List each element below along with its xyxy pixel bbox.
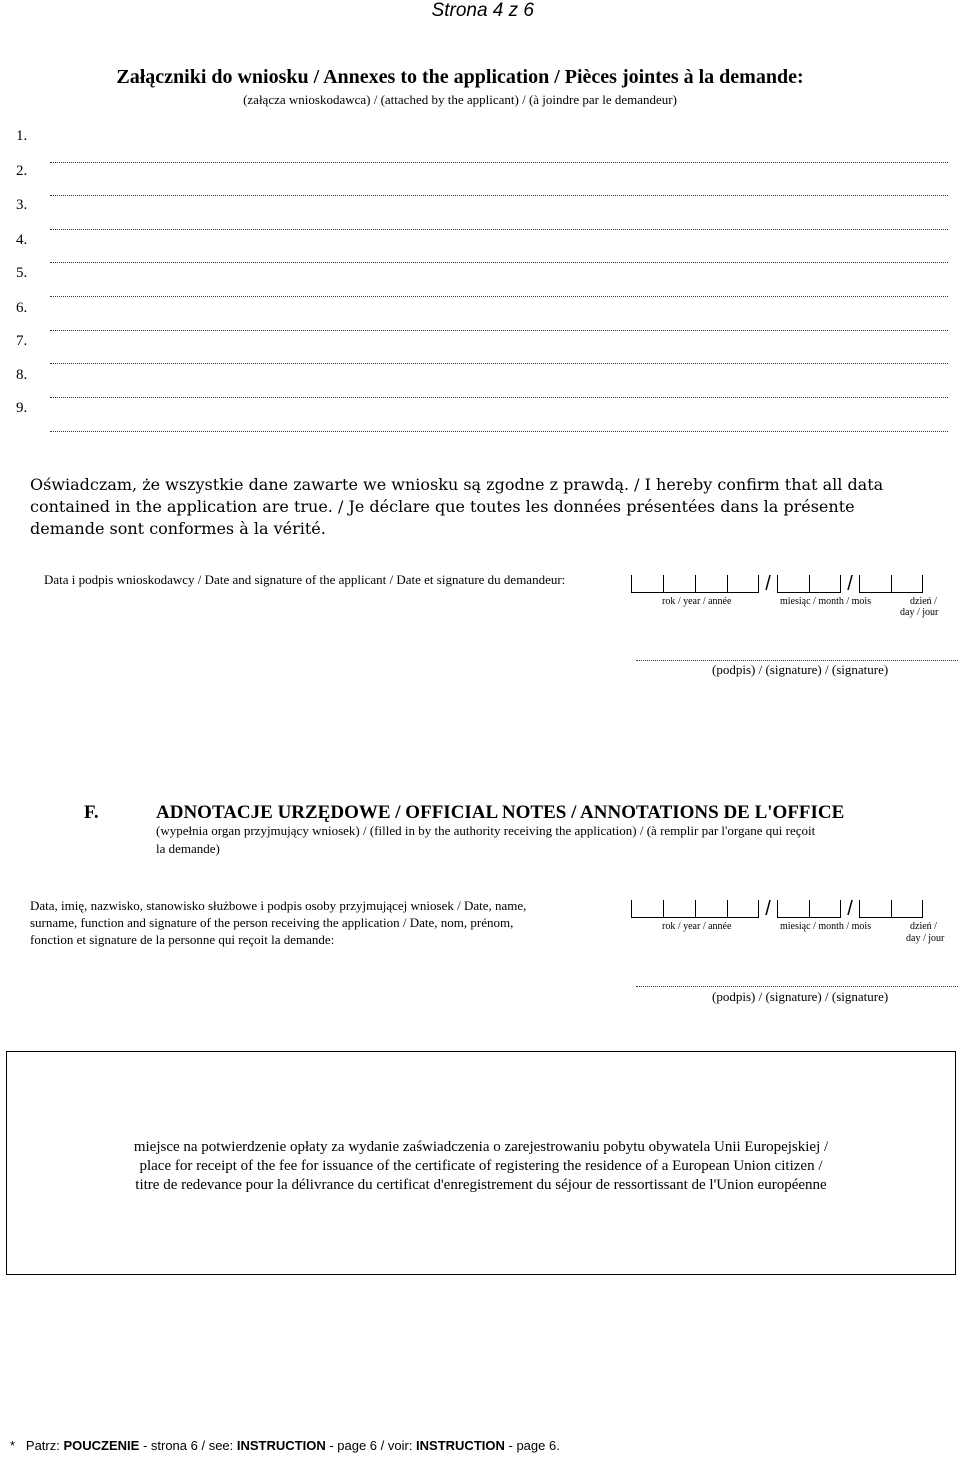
date-digit-box[interactable] (695, 575, 727, 593)
footnote-text: Patrz: (25, 1438, 64, 1453)
day-label: day / jour (906, 933, 945, 944)
date-digit-box[interactable] (859, 900, 891, 918)
receiver-label: Data, imię, nazwisko, stanowisko służbowe i podpis osoby przyjmującej wniosek / Date, name, (30, 898, 527, 913)
annex-number: 2. (16, 163, 28, 179)
year-label: rok / year / année (662, 921, 732, 932)
date-separator: / (765, 573, 771, 595)
applicant-date-label: Data i podpis wnioskodawcy / Date and signature of the applicant / Date et signature du demandeur: (44, 572, 566, 587)
footnote (10, 1438, 560, 1453)
month-label: miesiąc / month / mois (780, 596, 872, 607)
footnote-keyword: POUCZENIE (63, 1438, 140, 1453)
annex-line-8[interactable] (50, 397, 948, 398)
declaration-text: Oświadczam, że wszystkie dane zawarte we wniosku są zgodne z prawdą. / I hereby confirm that all data contained in the application are true. / Je déclare que toutes les données présentées dans la présente demande sont conformes à la vérité. (30, 475, 884, 538)
date-digit-box[interactable] (663, 575, 695, 593)
annex-line-2[interactable] (50, 195, 948, 196)
page-number: Strona 4 z 6 (431, 0, 534, 21)
day-label: dzień / (910, 921, 937, 932)
receiver-signature-label: (podpis) / (signature) / (signature) (712, 989, 889, 1004)
annex-number: 8. (16, 367, 28, 383)
receiver-label: fonction et signature de la personne qui reçoit la demande: (30, 932, 335, 947)
annex-number: 1. (16, 128, 28, 144)
date-digit-box[interactable] (809, 900, 841, 918)
annex-line-6[interactable] (50, 330, 948, 331)
date-digit-box[interactable] (777, 575, 809, 593)
fee-line: place for receipt of the fee for issuance of the certificate of registering the residence of a European Union citizen / (139, 1158, 823, 1174)
date-separator: / (765, 898, 771, 920)
applicant-date-boxes[interactable] (631, 573, 923, 593)
annex-number: 7. (16, 333, 28, 349)
footnote-text: - strona 6 / see: (139, 1438, 237, 1453)
date-digit-box[interactable] (891, 575, 923, 593)
annex-line-7[interactable] (50, 363, 948, 364)
annex-number: 3. (16, 197, 28, 213)
month-label: miesiąc / month / mois (780, 921, 872, 932)
applicant-signature-label: (podpis) / (signature) / (signature) (712, 662, 889, 677)
annex-line-1[interactable] (50, 162, 948, 163)
date-digit-box[interactable] (859, 575, 891, 593)
date-digit-box[interactable] (727, 900, 759, 918)
receiver-label: surname, function and signature of the person receiving the application / Date, nom, prénom, (30, 915, 514, 930)
date-digit-box[interactable] (631, 900, 663, 918)
section-f-letter: F. (84, 802, 99, 823)
day-label: day / jour (900, 607, 939, 618)
annex-line-9[interactable] (50, 431, 948, 432)
footnote-star: * (10, 1438, 16, 1453)
date-digit-box[interactable] (777, 900, 809, 918)
footnote-text: - page 6. (504, 1438, 560, 1453)
footnote-keyword: INSTRUCTION (416, 1438, 505, 1453)
date-digit-box[interactable] (631, 575, 663, 593)
date-digit-box[interactable] (663, 900, 695, 918)
footnote-keyword: INSTRUCTION (236, 1438, 326, 1453)
annex-line-5[interactable] (50, 296, 948, 297)
annex-line-4[interactable] (50, 262, 948, 263)
annex-number: 4. (16, 232, 28, 248)
footnote-text: - page 6 / voir: (325, 1438, 417, 1453)
annexes-title: Załączniki do wniosku / Annexes to the application / Pièces jointes à la demande: (116, 66, 804, 88)
applicant-signature-line[interactable] (636, 660, 958, 661)
date-digit-box[interactable] (727, 575, 759, 593)
year-label: rok / year / année (662, 596, 732, 607)
date-digit-box[interactable] (809, 575, 841, 593)
annexes-subtitle: (załącza wnioskodawca) / (attached by the applicant) / (à joindre par le demandeur) (243, 92, 677, 107)
date-digit-box[interactable] (695, 900, 727, 918)
receiver-signature-line[interactable] (636, 986, 958, 987)
day-label: dzień / (910, 596, 937, 607)
date-digit-box[interactable] (891, 900, 923, 918)
fee-receipt-text (6, 1138, 956, 1195)
annex-number: 6. (16, 300, 28, 316)
section-f-subtitle: (wypełnia organ przyjmujący wniosek) / (filled in by the authority receiving the application) / (à remplir par l'organe qui reçoit (156, 823, 816, 838)
date-separator: / (847, 898, 853, 920)
section-f-title: ADNOTACJE URZĘDOWE / OFFICIAL NOTES / ANNOTATIONS DE L'OFFICE (156, 802, 845, 823)
fee-line: miejsce na potwierdzenie opłaty za wydanie zaświadczenia o zarejestrowaniu pobytu obywatela Unii Europejskiej / (133, 1139, 829, 1155)
annex-number: 5. (16, 265, 28, 281)
section-f-subtitle: la demande) (156, 841, 220, 856)
fee-line: titre de redevance pour la délivrance du certificat d'enregistrement du séjour de ressortissant de l'Union européenne (135, 1177, 827, 1193)
annex-line-3[interactable] (50, 229, 948, 230)
date-separator: / (847, 573, 853, 595)
receiver-date-boxes[interactable] (631, 898, 923, 918)
annex-number: 9. (16, 400, 28, 416)
